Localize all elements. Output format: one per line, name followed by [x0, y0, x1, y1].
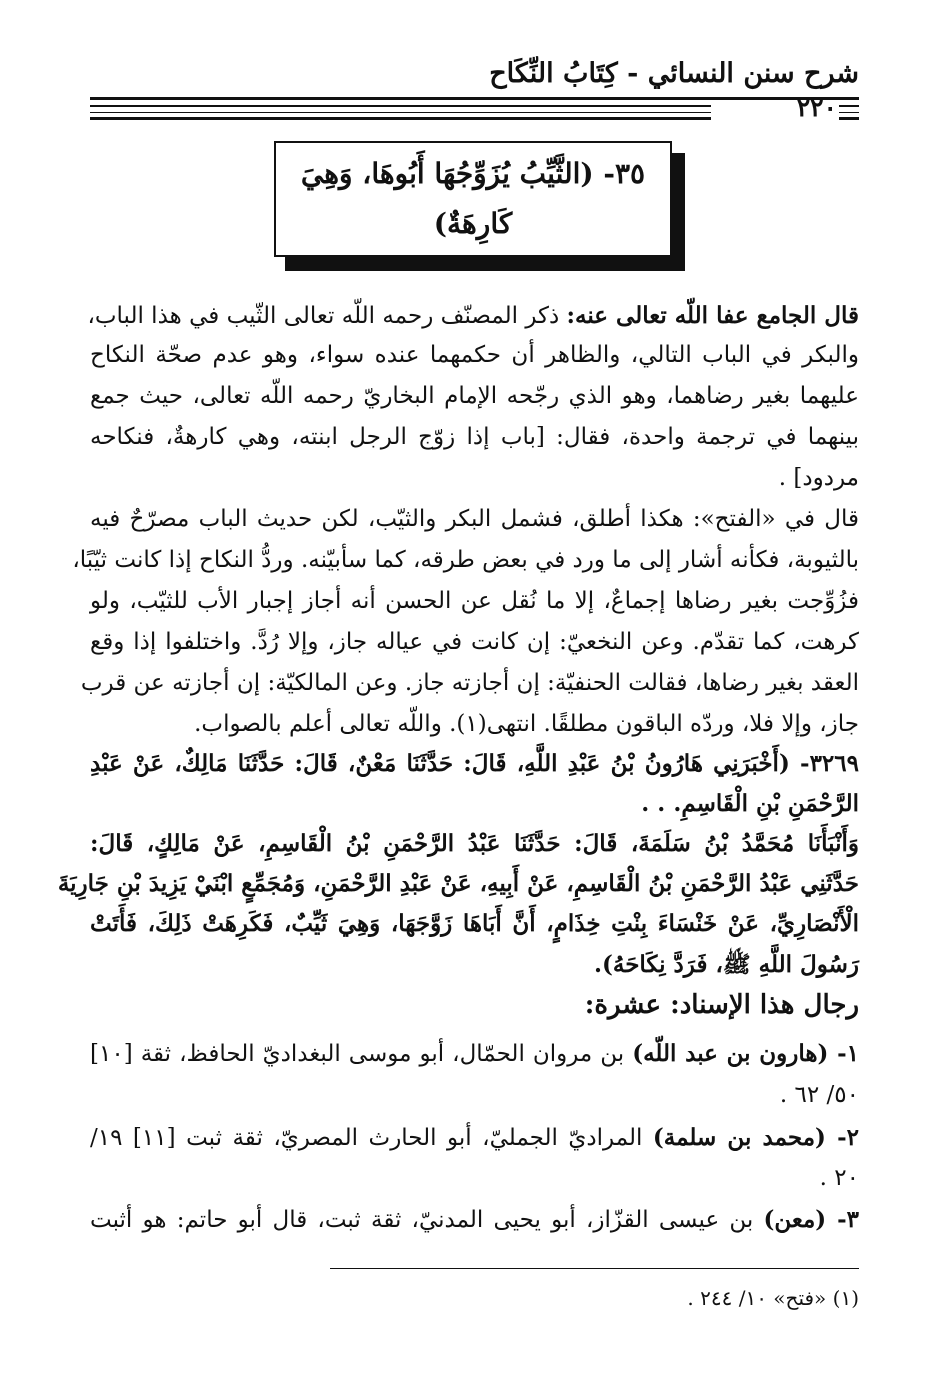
- text-line: العقد بغير رضاها، فقالت الحنفيّة: إن أجازته جاز. وعن المالكيّة: إن أجازته عن قرب: [80, 670, 859, 696]
- text-line: فزُوِّجت بغير رضاها إجماعٌ، إلا ما نُقل عن الحسن أنه أجاز إجبار الأب للثيّب، ولو: [90, 588, 859, 614]
- text-line: عليهما بغير رضاهما، وهو الذي رجّحه الإمام البخاريّ رحمه اللّه تعالى، حيث جمع: [90, 383, 859, 409]
- text-line: كرهت، كما تقدّم. وعن النخعيّ: إن كانت في عياله جاز، وإلا رُدَّ. واختلفوا إذا وقع: [90, 629, 859, 655]
- hadith-line: رَسُولَ اللَّهِ ﷺ، فَرَدَّ نِكَاحَهُ).: [593, 951, 859, 978]
- narrator-details: بن عيسى القزّاز، أبو يحيى المدنيّ، ثقة ثبت، قال أبو حاتم: هو أثبت: [90, 1207, 764, 1233]
- text-line: بالثيوبة، فكأنه أشار إلى ما ورد في بعض طرقه، كما سأبيّنه. وردُّ النكاح إذا كانت ثيّبًا،: [72, 547, 859, 573]
- header-rule: [90, 117, 711, 120]
- footnote-rule: [330, 1268, 859, 1269]
- text-line: بينهما في ترجمة واحدة، فقال: [باب إذا زوّج الرجل ابنته، وهي كارهةٌ، فنكاحه: [90, 424, 859, 450]
- page-number: ٢٢٠: [796, 93, 837, 122]
- text-line: مردود] .: [778, 465, 859, 491]
- header-rule: [839, 105, 859, 107]
- header-rule: [90, 112, 711, 113]
- line-text: ذكر المصنّف رحمه اللّه تعالى الثّيب في هذا الباب،: [87, 303, 567, 329]
- header-rule: [90, 97, 859, 100]
- header-rule: [839, 117, 859, 120]
- narrator-details: المراديّ الجمليّ، أبو الحارث المصريّ، ثقة ثبت [١١] ١٩/: [90, 1125, 653, 1151]
- hadith-line: الرَّحْمَنِ بْنِ الْقَاسِمِ. . .: [641, 790, 859, 817]
- header-rule: [90, 105, 711, 107]
- narrator-entry: [90, 1124, 859, 1151]
- narrator-details: بن مروان الحمّال، أبو موسى البغداديّ الحافظ، ثقة [١٠]: [90, 1041, 633, 1067]
- narrator-name: ٢- (محمد بن سلمة): [652, 1124, 859, 1151]
- text-line: قال في «الفتح»: هكذا أطلق، فشمل البكر والثيّب، لكن حديث الباب مصرّحٌ فيه: [90, 506, 859, 532]
- text-line: جاز، وإلا فلا، وردّه الباقون مطلقًا. انتهى(١). واللّه تعالى أعلم بالصواب.: [194, 711, 859, 737]
- bold-lead: قال الجامع عفا اللّه تعالى عنه:: [566, 302, 859, 329]
- narrator-name: ٣- (معن): [763, 1206, 859, 1233]
- hadith-line: وَأَنْبَأَنَا مُحَمَّدُ بْنُ سَلَمَةَ، قَالَ: حَدَّثَنَا عَبْدُ الرَّحْمَنِ بْنُ الْقَاسِمِ، عَنْ مَالِكٍ، قَالَ:: [90, 830, 859, 857]
- hadith-line: ٣٢٦٩- (أَخْبَرَنِي هَارُونُ بْنُ عَبْدِ اللَّهِ، قَالَ: حَدَّثَنَا مَعْنٌ، قَالَ: حَدَّثَنَا مَالِكٌ، عَنْ عَبْدِ: [90, 750, 859, 777]
- chapter-title-line: ٣٥- (الثَّيِّبُ يُزَوِّجُهَا أَبُوهَا، وَهِيَ: [300, 157, 646, 190]
- narrator-name: ١- (هارون بن عبد اللّه): [632, 1040, 859, 1067]
- footnote: (١) «فتح» ١٠/ ٢٤٤ .: [687, 1286, 859, 1310]
- running-header-title: شرح سنن النسائي - كِتَابُ النِّكَاح: [489, 58, 859, 89]
- chapter-title-box: [274, 141, 672, 257]
- text-line: [87, 302, 859, 329]
- section-heading: رجال هذا الإسناد: عشرة:: [584, 990, 859, 1020]
- hadith-line: الْأَنْصَارِيِّ، عَنْ خَنْسَاءَ بِنْتِ خِذَامٍ، أَنَّ أَبَاهَا زَوَّجَهَا، وَهِيَ ثَيِّبٌ، فَكَرِهَتْ ذَلِكَ، فَأَتَتْ: [90, 910, 859, 937]
- narrator-entry-continuation: ٥٠/ ٦٢ .: [779, 1082, 859, 1108]
- hadith-line: حَدَّثَنِي عَبْدُ الرَّحْمَنِ بْنُ الْقَاسِمِ، عَنْ أَبِيهِ، عَنْ عَبْدِ الرَّحْمَنِ، وَمُجَمِّعٍ ابْنَيْ يَزِيدَ بْنِ جَارِيَةَ: [57, 870, 859, 897]
- header-rule: [839, 112, 859, 113]
- narrator-entry: [90, 1206, 859, 1233]
- narrator-entry: [90, 1040, 859, 1067]
- narrator-entry-continuation: ٢٠ .: [819, 1165, 859, 1191]
- chapter-title-line: كَارِهَةٌ): [433, 207, 513, 240]
- text-line: والبكر في الباب التالي، والظاهر أن حكمهما عنده سواء، وهو عدم صحّة النكاح: [90, 342, 859, 368]
